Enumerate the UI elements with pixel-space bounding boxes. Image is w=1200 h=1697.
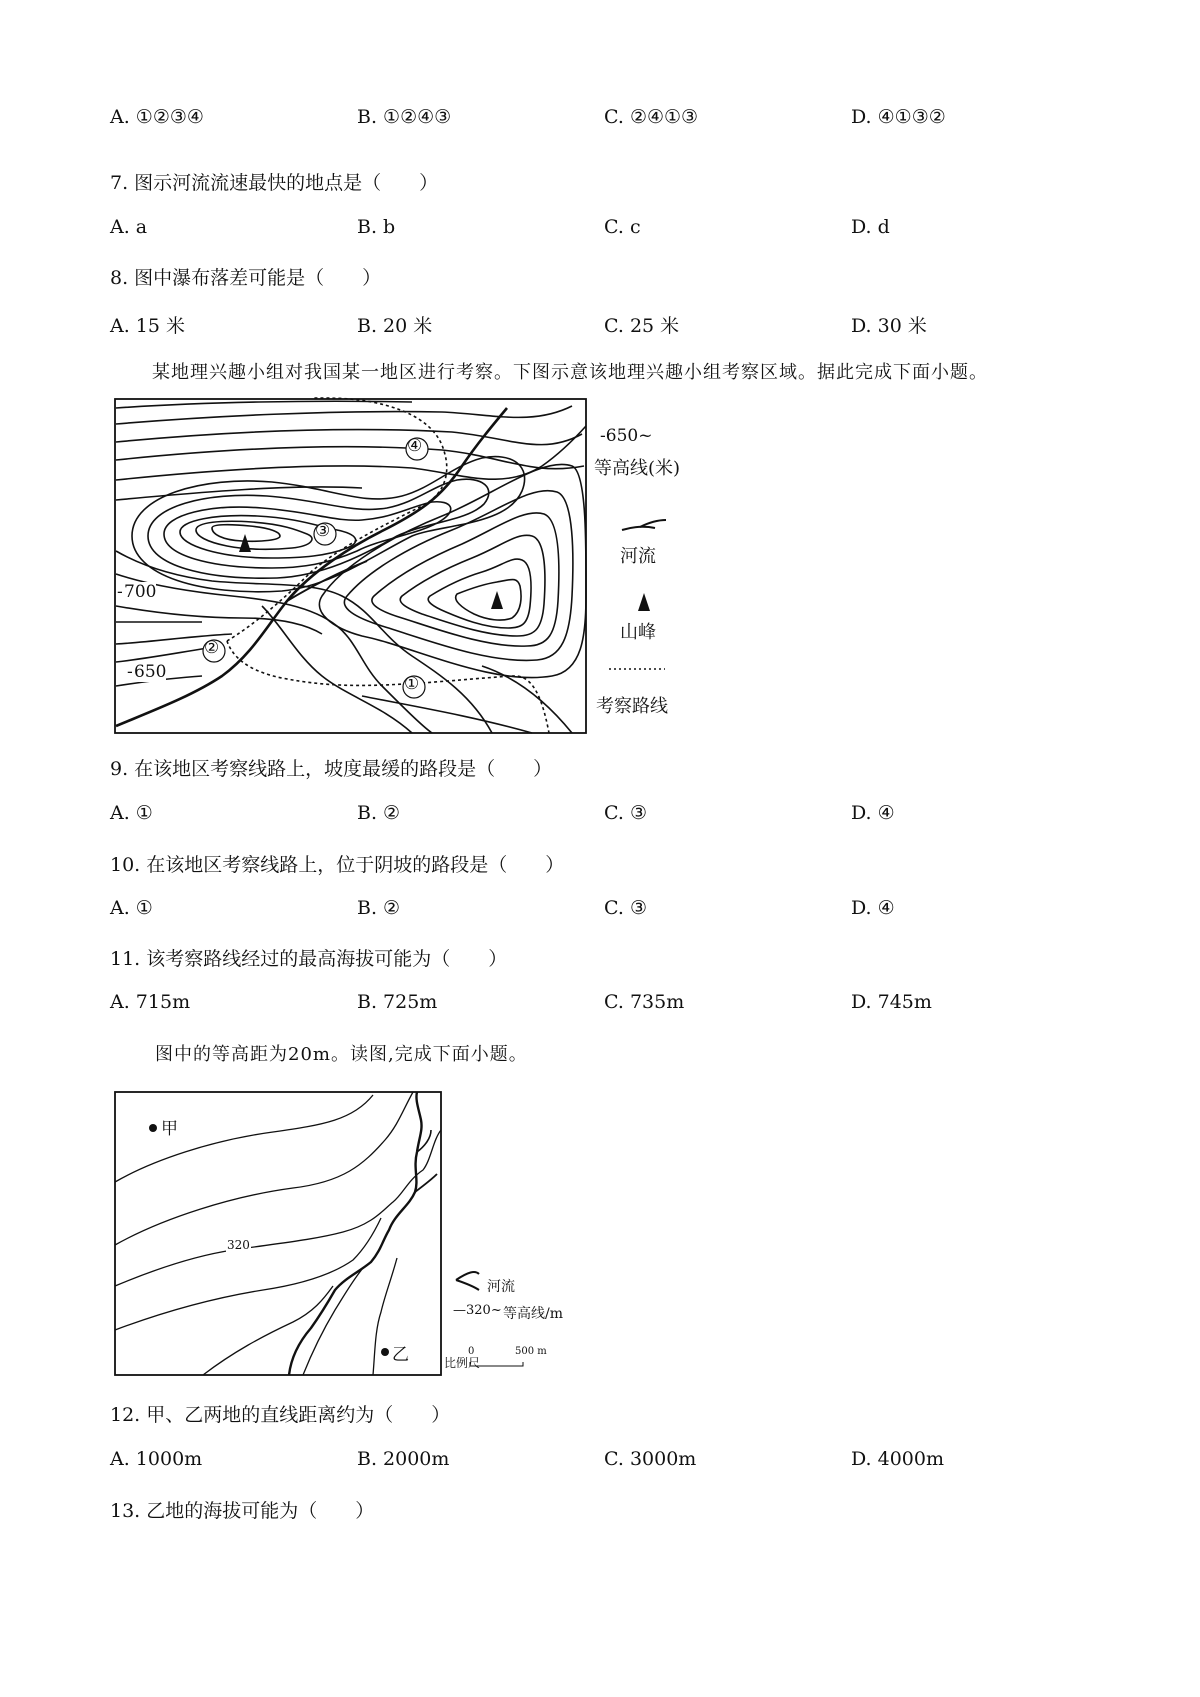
route-marker-2: ②	[204, 638, 220, 658]
contour-label-650: 650	[134, 662, 167, 682]
q8-option-c: C. 25 米	[604, 315, 680, 337]
legend-contour-sample: -650~	[600, 426, 653, 446]
contour-map-1	[112, 396, 722, 741]
q11-stem: 11. 该考察路线经过的最高海拔可能为（ ）	[110, 948, 508, 970]
q9-stem: 9. 在该地区考察线路上，坡度最缓的路段是（ ）	[110, 758, 553, 780]
legend-peak-icon	[637, 592, 651, 612]
q9-option-b: B. ②	[357, 802, 401, 824]
q8-stem: 8. 图中瀑布落差可能是（ ）	[110, 267, 382, 289]
legend-route-label: 考察路线	[596, 696, 668, 717]
scale-start: 0	[468, 1346, 475, 1357]
route-marker-4: ④	[407, 436, 423, 456]
contour-tick: -	[127, 662, 133, 682]
legend-contour-label-2: 等高线/m	[503, 1306, 563, 1322]
q12-option-c: C. 3000m	[604, 1448, 697, 1470]
q7-option-c: C. c	[604, 216, 641, 238]
q12-option-b: B. 2000m	[357, 1448, 450, 1470]
q8-option-d: D. 30 米	[851, 315, 927, 337]
q7-option-a: A. a	[110, 216, 148, 238]
q13-stem: 13. 乙地的海拔可能为（ ）	[110, 1500, 375, 1522]
q10-option-b: B. ②	[357, 897, 401, 919]
q11-option-c: C. 735m	[604, 991, 685, 1013]
q10-option-a: A. ①	[110, 897, 153, 919]
q8-option-b: B. 20 米	[357, 315, 433, 337]
legend-contour-label: 等高线(米)	[594, 458, 681, 479]
contour-tick: -	[117, 582, 123, 602]
q7-stem: 7. 图示河流流速最快的地点是（ ）	[110, 172, 439, 194]
q11-option-a: A. 715m	[110, 991, 191, 1013]
q10-option-d: D. ④	[851, 897, 895, 919]
legend-contour-sample-2: —320~	[453, 1303, 502, 1318]
scale-label: 比例尺	[444, 1356, 481, 1370]
q11-option-d: D. 745m	[851, 991, 932, 1013]
legend-river-label: 河流	[620, 546, 656, 567]
q6-option-a: A. ①②③④	[110, 106, 204, 128]
contour-label-320: 320	[227, 1238, 250, 1252]
route-marker-1: ①	[404, 674, 420, 694]
q6-option-c: C. ②④①③	[604, 106, 699, 128]
intro-paragraph-1: 某地理兴趣小组对我国某一地区进行考察。下图示意该地理兴趣小组考察区域。据此完成下面小题。	[152, 362, 988, 383]
q10-option-c: C. ③	[604, 897, 647, 919]
q9-option-c: C. ③	[604, 802, 647, 824]
q8-option-a: A. 15 米	[110, 315, 186, 337]
contour-map-2	[113, 1090, 593, 1380]
legend-route-icon	[607, 666, 667, 672]
q12-stem: 12. 甲、乙两地的直线距离约为（ ）	[110, 1404, 451, 1426]
point-yi-label: 乙	[392, 1345, 409, 1365]
point-jia-label: 甲	[161, 1119, 178, 1139]
intro-paragraph-2: 图中的等高距为20m。读图,完成下面小题。	[155, 1044, 528, 1065]
q6-option-d: D. ④①③②	[851, 106, 946, 128]
q7-option-d: D. d	[851, 216, 890, 238]
q9-option-a: A. ①	[110, 802, 153, 824]
contour-label-700: 700	[124, 582, 157, 602]
q12-option-d: D. 4000m	[851, 1448, 945, 1470]
q12-option-a: A. 1000m	[110, 1448, 203, 1470]
q10-stem: 10. 在该地区考察线路上，位于阴坡的路段是（ ）	[110, 854, 565, 876]
legend-river-icon	[620, 518, 670, 534]
q7-option-b: B. b	[357, 216, 396, 238]
route-marker-3: ③	[315, 521, 331, 541]
q6-option-b: B. ①②④③	[357, 106, 452, 128]
legend-peak-label: 山峰	[620, 622, 656, 643]
scale-end: 500 m	[515, 1346, 547, 1357]
q9-option-d: D. ④	[851, 802, 895, 824]
legend-river-label-2: 河流	[487, 1279, 515, 1295]
q11-option-b: B. 725m	[357, 991, 438, 1013]
